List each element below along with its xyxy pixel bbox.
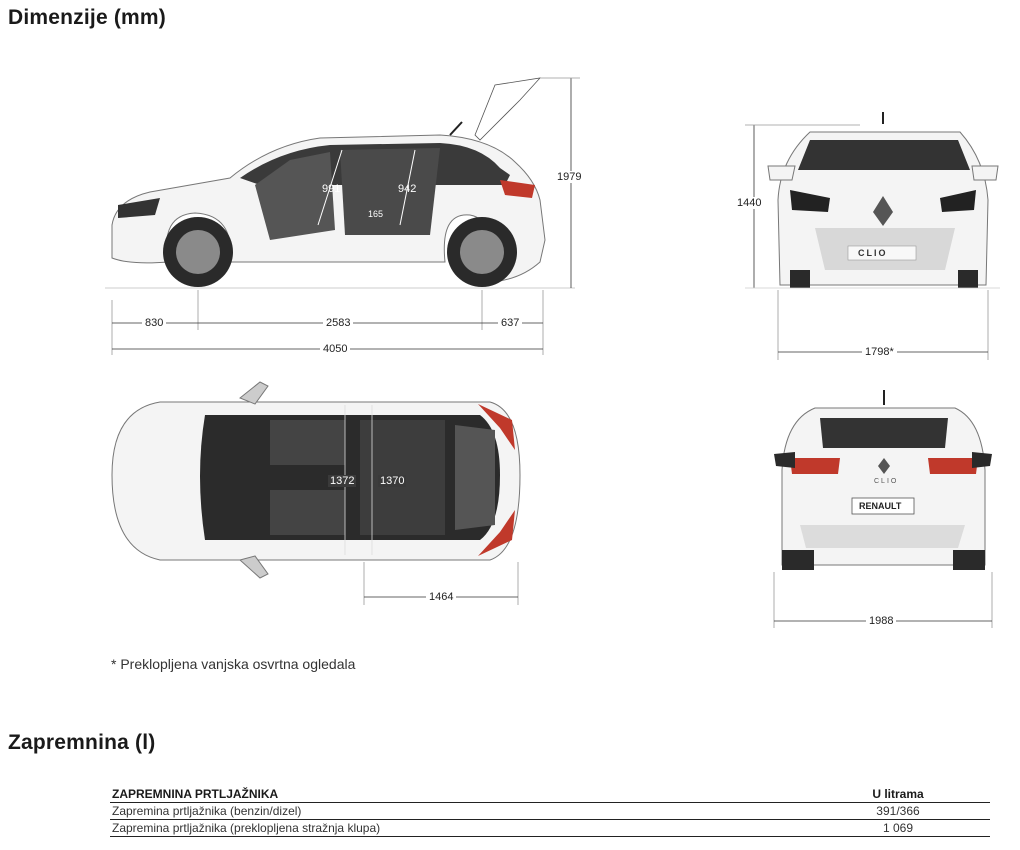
top-view-car — [112, 382, 520, 578]
rear-headroom-dim: 942 — [398, 183, 417, 195]
column-header-unit: U litrama — [806, 786, 990, 803]
table-row — [110, 803, 990, 820]
rear-plate-text: RENAULT — [859, 501, 902, 511]
row-value: 391/366 — [806, 803, 990, 820]
width-mirrors-dim: 1988 — [866, 615, 896, 627]
front-headroom-dim: 991 — [322, 183, 341, 195]
mirrors-footnote: * Preklopljena vanjska osvrtna ogledala — [111, 656, 356, 672]
wheelbase-dim: 2583 — [323, 317, 353, 329]
dimensions-heading: Dimenzije (mm) — [8, 6, 166, 29]
table-header-row — [110, 786, 990, 803]
volume-heading: Zapremnina (l) — [8, 731, 156, 754]
rear-elbow-dim: 1370 — [380, 475, 405, 487]
rear-overhang-dim: 637 — [498, 317, 522, 329]
length-dim: 4050 — [320, 343, 350, 355]
rear-model-badge: CLIO — [874, 478, 899, 485]
column-header-label: ZAPREMNINA PRTLJAŽNIKA — [110, 786, 806, 803]
front-view-car — [768, 112, 998, 288]
row-label: Zapremina prtljažnika (preklopljena stražnja klupa) — [110, 820, 806, 837]
row-value: 1 069 — [806, 820, 990, 837]
front-overhang-dim: 830 — [142, 317, 166, 329]
height-dim: 1440 — [737, 197, 762, 209]
table-row — [110, 820, 990, 837]
height-tailgate-dim: 1979 — [557, 171, 582, 183]
row-label: Zapremina prtljažnika (benzin/dizel) — [110, 803, 806, 820]
boot-volume-table — [110, 786, 990, 837]
front-model-badge: CLIO — [858, 248, 888, 258]
boot-length-dim: 1464 — [426, 591, 456, 603]
rear-knee-dim: 165 — [368, 209, 384, 219]
front-elbow-dim: 1372 — [330, 475, 355, 487]
width-folded-dim: 1798* — [862, 346, 897, 358]
